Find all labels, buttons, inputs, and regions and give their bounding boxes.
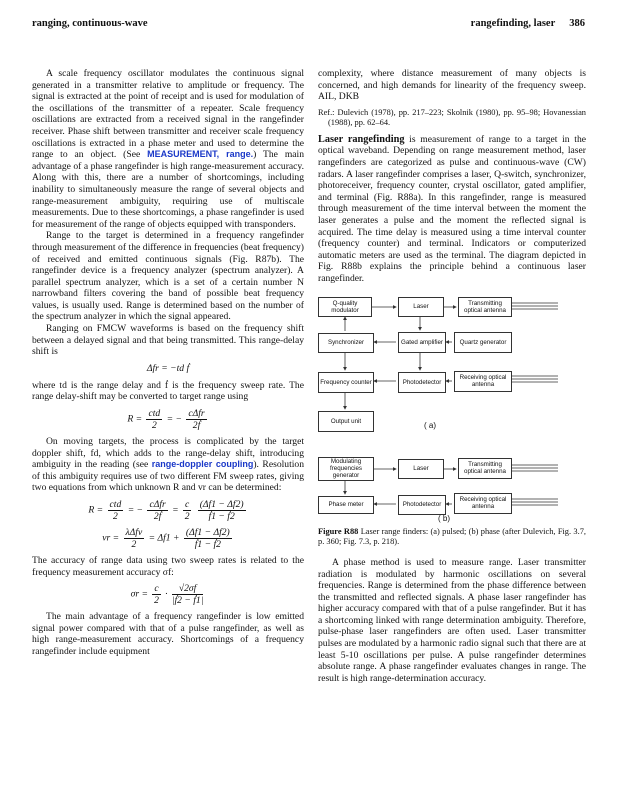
figure-r88-diagram — [318, 297, 586, 523]
numerator: ctd — [148, 408, 161, 420]
eq-op: · — [165, 588, 168, 600]
text: A scale frequency oscillator modulates the continuous signal generated in a transmitter relative to amplitude or frequency. The signal is extracted at the point of receipt and is used for modulation of the oscillations of the transmitter of a repeater. Scale frequency oscillations are extracted from a received signal in the rangefinder receiver. Phase shift between transmitter and receiver scale frequency oscillations is extracted in a phase meter and used to determine the range to an object. (See — [32, 68, 304, 161]
caption-text: Laser range finders: (a) pulsed; (b) phase (after Dulevich, Fig. 3.7, p. 360; Fig. 7.3, p. 218). — [318, 526, 586, 546]
reference-list: Ref.: Dulevich (1978), pp. 217–223; Skolnik (1980), pp. 95–98; Hovanessian (1988), pp. 62–64. — [318, 107, 586, 127]
fraction — [186, 408, 206, 431]
paragraph-fmcw: Ranging on FMCW waveforms is based on the frequency shift between a delayed signal and that being transmitted. This range-delay shift is — [32, 323, 304, 358]
eq-lhs: vr = — [102, 532, 120, 544]
eq-lhs: R = — [127, 413, 143, 425]
header-topic: rangefinding, laser — [470, 18, 556, 29]
figure-label-b: ( b) — [438, 513, 450, 523]
eq-lhs: σr = — [130, 588, 148, 600]
text: ) The main advantage of a phase rangefinder is high range-measurement accuracy. Along with this, there are a number of shortcomings, including inability to simultaneously measure the range of several objects and range-measurement ambiguity, requiring use of multiscale measurements. Due to these shortcomings, a phase rangefinder is used for measurement of the range of objects equipped with transponders. — [32, 149, 305, 230]
box-frequency-counter: Frequency counter — [318, 372, 374, 393]
box-output-unit: Output unit — [318, 411, 374, 432]
box-receiving-antenna-b: Receiving optical antenna — [454, 493, 512, 514]
figure-label-a: ( a) — [424, 420, 436, 430]
equation-range-two-sweeps — [32, 499, 304, 522]
box-laser: Laser — [398, 297, 444, 317]
paragraph-laser-rangefinding — [318, 134, 586, 285]
equation-radial-velocity — [32, 527, 304, 550]
eq-op: = − — [127, 504, 144, 516]
box-laser-b: Laser — [398, 459, 444, 479]
denominator: 2 — [113, 511, 118, 522]
box-phase-meter: Phase meter — [318, 496, 374, 514]
denominator: 2ḟ — [192, 420, 201, 432]
paragraph-accuracy: The accuracy of range data using two sweep rates is related to the frequency measurement accuracy σf: — [32, 555, 304, 578]
fraction — [124, 527, 145, 550]
fraction — [198, 499, 246, 522]
denominator: 2 — [184, 511, 190, 522]
entry-term: Laser rangefinding — [318, 133, 405, 145]
box-quartz-generator: Quartz generator — [454, 332, 512, 353]
paragraph-frequency-rangefinder: Range to the target is determined in a frequency rangefinder through measurement of the difference in frequencies (beat frequency) of received and emitted continuous signals (Fig. R87b). The rangefinder device is a frequency analyzer (spectrum analyzer). A parallel spectrum analyzer, which is a set of a certain number N narrowband filters covering the band of possible beat frequency values, is usually used. Range is determined based on the number of the spectrum analyzer in which the signal appeared. — [32, 230, 304, 323]
box-q-switch: Q-quality modulator — [318, 297, 372, 317]
denominator: 2 — [151, 420, 157, 432]
denominator: 2 — [131, 539, 137, 550]
caption-label: Figure R88 — [318, 526, 359, 536]
numerator: (Δf1 − Δf2) — [185, 527, 230, 538]
numerator: λΔfv — [125, 527, 143, 538]
box-photodetector: Photodetector — [398, 372, 446, 393]
fraction — [146, 408, 162, 431]
box-synchronizer: Synchronizer — [318, 333, 374, 353]
denominator: |ḟ2 − ḟ1| — [171, 595, 204, 607]
diagram-connectors — [318, 297, 586, 523]
paragraph-phase-method: A phase method is used to measure range. Laser transmitter radiation is modulated by harmonic oscillations on several frequencies. Range is determined from the phase difference between the transmitted and reflected signals. A phase laser rangefinder has higher accuracy compared with that of a pulse rangefinder. But it has a shortcoming linked with range determination ambiguity. Therefore, pulse-phase laser rangefinders are often used. Laser transmitter pulses are modulated by a harmonic radio signal such that there are at least 5-10 oscillations per pulse. A pulse rangefinder determines absolute range. A phase rangefinder evaluates changes in range. The result is high range-determination accuracy. — [318, 556, 586, 684]
denominator: ḟ1 − ḟ2 — [208, 511, 235, 522]
numerator: (Δf1 − Δf2) — [199, 499, 244, 510]
running-header-left: ranging, continuous-wave — [32, 18, 148, 29]
eq-lhs: R = — [88, 504, 104, 516]
xref-range-doppler-coupling[interactable]: range-doppler coupling — [151, 459, 254, 470]
denominator: 2 — [154, 595, 159, 607]
numerator: cΔfr — [149, 499, 166, 510]
eq-op: = − — [166, 413, 182, 425]
fraction — [184, 527, 232, 550]
box-gated-amplifier: Gated amplifier — [398, 332, 446, 353]
box-transmitting-antenna-b: Transmitting optical antenna — [458, 458, 512, 479]
fraction — [152, 583, 160, 606]
numerator: ctd — [109, 499, 122, 510]
fraction — [108, 499, 124, 522]
paragraph-phase-rangefinder — [32, 68, 304, 230]
left-column — [32, 68, 304, 658]
denominator: ḟ1 − ḟ2 — [194, 539, 221, 550]
text: is measurement of range to a target in the optical waveband. Depending on range measurement method, laser rangefinders are categorized as pulse and continuous-wave (CW) radars. A laser rangefinder comprises a laser, Q-switch, synchronizer, photoreceiver, frequency counter, crystal oscillator, gated amplifier, and terminal (Fig. R88a). In this rangefinder, range is measured through measurement of the time interval between the moment the laser generates a pulse and the moment the reflected signal is acquired. The time delay is measured using a time interval counter (frequency counter) and terminal. Indicators or computerized automatic meters are used as the terminal. The diagram depicted in Fig. R88b explains the principle behind a continuous laser rangefinder. — [318, 133, 586, 284]
paragraph-advantages: The main advantage of a frequency rangefinder is low emitted signal power compared with that of a pulse rangefinder, as well as high range-measurement accuracy. Shortcomings of a frequency rangefinder include equipment — [32, 611, 304, 657]
denominator: 2ḟ — [153, 511, 162, 522]
text: On moving targets, the process is complicated by the target doppler shift, fd, which adds to the range-delay shift, introducing ambiguity in the reading (see — [32, 436, 304, 471]
box-receiving-antenna: Receiving optical antenna — [454, 371, 512, 392]
numerator: √2σf — [172, 583, 203, 595]
box-transmitting-antenna: Transmitting optical antenna — [458, 297, 512, 317]
eq-op: = Δf1 + — [148, 532, 180, 544]
numerator: c — [185, 499, 190, 510]
text: ). Resolution of this ambiguity requires use of two different FM sweep rates, giving two equations from which unknown R and vr can be determined: — [32, 459, 304, 494]
paragraph-where: where td is the range delay and ḟ is the frequency sweep rate. The range delay-shift may be converted to target range using — [32, 379, 304, 403]
figure-caption — [318, 527, 586, 547]
xref-measurement-range[interactable]: MEASUREMENT, range. — [147, 149, 254, 160]
fraction — [172, 583, 203, 606]
eq-op: = — [172, 504, 179, 516]
fraction — [183, 499, 191, 522]
page-number: 386 — [569, 18, 585, 29]
numerator: cΔfr — [188, 408, 205, 420]
equation-target-range — [32, 408, 304, 431]
running-header-right — [471, 18, 585, 29]
equation-range-accuracy — [32, 583, 304, 606]
fraction — [147, 499, 167, 522]
paragraph-complexity: complexity, where distance measurement of many objects is concerned, and high demands for linearity of the frequency sweep. AIL, DKB — [318, 68, 586, 103]
equation-range-delay-shift: Δfr = −td ḟ — [146, 362, 190, 374]
right-column — [318, 68, 586, 684]
box-modulating-generator: Modulating frequencies generator — [318, 457, 374, 481]
paragraph-moving-targets — [32, 436, 304, 494]
box-photodetector-b: Photodetector — [398, 495, 446, 515]
numerator: c — [154, 583, 159, 595]
